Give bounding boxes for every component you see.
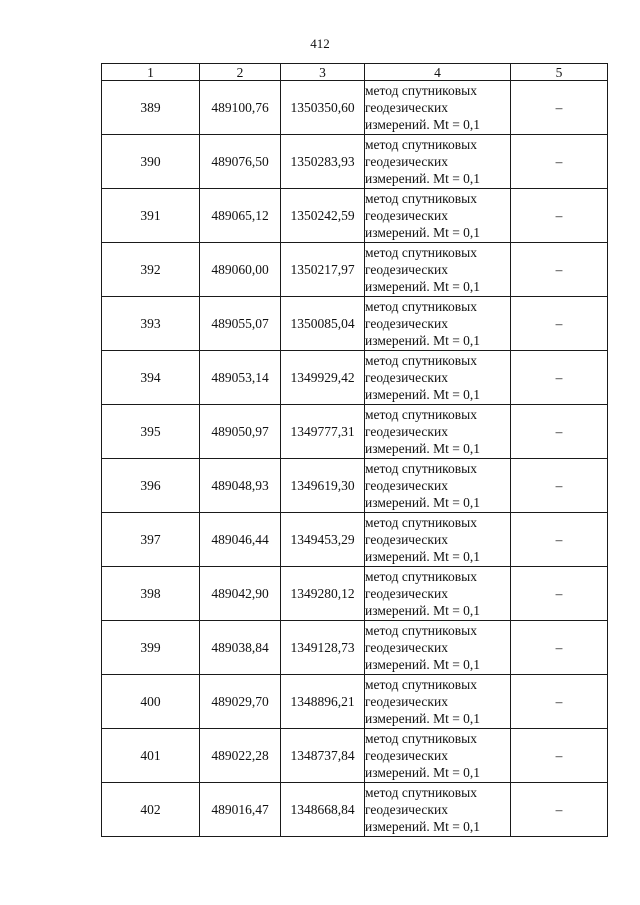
method-description bbox=[365, 621, 511, 675]
method-description bbox=[365, 513, 511, 567]
coordinate-x: 489100,76 bbox=[200, 81, 281, 135]
table-row bbox=[102, 297, 608, 351]
method-line-3: измерений. Mt = 0,1 bbox=[365, 711, 481, 726]
method-description bbox=[365, 243, 511, 297]
column-5-value: – bbox=[511, 81, 608, 135]
coordinate-y: 1350350,60 bbox=[281, 81, 365, 135]
table-row bbox=[102, 675, 608, 729]
column-5-value: – bbox=[511, 621, 608, 675]
method-line-1: метод спутниковых bbox=[365, 623, 477, 638]
method-description bbox=[365, 351, 511, 405]
table-row bbox=[102, 189, 608, 243]
column-header-5: 5 bbox=[511, 64, 608, 81]
method-description bbox=[365, 783, 511, 837]
method-description bbox=[365, 135, 511, 189]
method-line-1: метод спутниковых bbox=[365, 407, 477, 422]
method-line-3: измерений. Mt = 0,1 bbox=[365, 387, 481, 402]
point-number: 393 bbox=[102, 297, 200, 351]
coordinate-y: 1349280,12 bbox=[281, 567, 365, 621]
point-number: 390 bbox=[102, 135, 200, 189]
method-line-1: метод спутниковых bbox=[365, 353, 477, 368]
method-line-3: измерений. Mt = 0,1 bbox=[365, 225, 481, 240]
column-5-value: – bbox=[511, 513, 608, 567]
column-5-value: – bbox=[511, 243, 608, 297]
coordinate-y: 1348737,84 bbox=[281, 729, 365, 783]
coordinate-x: 489055,07 bbox=[200, 297, 281, 351]
coordinate-x: 489065,12 bbox=[200, 189, 281, 243]
coordinate-x: 489053,14 bbox=[200, 351, 281, 405]
method-line-3: измерений. Mt = 0,1 bbox=[365, 765, 481, 780]
point-number: 396 bbox=[102, 459, 200, 513]
column-header-2: 2 bbox=[200, 64, 281, 81]
coordinate-y: 1349619,30 bbox=[281, 459, 365, 513]
point-number: 395 bbox=[102, 405, 200, 459]
column-5-value: – bbox=[511, 405, 608, 459]
coordinate-y: 1349929,42 bbox=[281, 351, 365, 405]
table-row bbox=[102, 729, 608, 783]
table-row bbox=[102, 621, 608, 675]
coordinate-y: 1350085,04 bbox=[281, 297, 365, 351]
coordinate-x: 489060,00 bbox=[200, 243, 281, 297]
coordinate-x: 489022,28 bbox=[200, 729, 281, 783]
method-line-1: метод спутниковых bbox=[365, 569, 477, 584]
method-line-1: метод спутниковых bbox=[365, 299, 477, 314]
coordinate-x: 489042,90 bbox=[200, 567, 281, 621]
method-line-3: измерений. Mt = 0,1 bbox=[365, 657, 481, 672]
method-description bbox=[365, 675, 511, 729]
table-row bbox=[102, 513, 608, 567]
table-row bbox=[102, 243, 608, 297]
coordinate-x: 489050,97 bbox=[200, 405, 281, 459]
column-header-4: 4 bbox=[365, 64, 511, 81]
method-line-2: геодезических bbox=[365, 586, 448, 601]
table-row bbox=[102, 459, 608, 513]
method-line-2: геодезических bbox=[365, 424, 448, 439]
column-5-value: – bbox=[511, 675, 608, 729]
table-row bbox=[102, 351, 608, 405]
column-5-value: – bbox=[511, 459, 608, 513]
method-line-3: измерений. Mt = 0,1 bbox=[365, 333, 481, 348]
method-line-1: метод спутниковых bbox=[365, 677, 477, 692]
method-line-1: метод спутниковых bbox=[365, 515, 477, 530]
column-5-value: – bbox=[511, 189, 608, 243]
point-number: 400 bbox=[102, 675, 200, 729]
method-line-2: геодезических bbox=[365, 694, 448, 709]
point-number: 397 bbox=[102, 513, 200, 567]
coordinate-y: 1348896,21 bbox=[281, 675, 365, 729]
method-description bbox=[365, 567, 511, 621]
point-number: 394 bbox=[102, 351, 200, 405]
method-line-3: измерений. Mt = 0,1 bbox=[365, 819, 481, 834]
coordinate-y: 1349453,29 bbox=[281, 513, 365, 567]
method-line-2: геодезических bbox=[365, 100, 448, 115]
method-description bbox=[365, 405, 511, 459]
method-line-2: геодезических bbox=[365, 532, 448, 547]
method-line-2: геодезических bbox=[365, 154, 448, 169]
point-number: 391 bbox=[102, 189, 200, 243]
table-row bbox=[102, 81, 608, 135]
method-line-3: измерений. Mt = 0,1 bbox=[365, 279, 481, 294]
coordinate-x: 489029,70 bbox=[200, 675, 281, 729]
table-row bbox=[102, 567, 608, 621]
header-row bbox=[102, 64, 608, 81]
column-5-value: – bbox=[511, 729, 608, 783]
method-line-2: геодезических bbox=[365, 208, 448, 223]
method-description bbox=[365, 189, 511, 243]
method-line-2: геодезических bbox=[365, 478, 448, 493]
method-line-2: геодезических bbox=[365, 640, 448, 655]
column-5-value: – bbox=[511, 567, 608, 621]
coordinate-y: 1350283,93 bbox=[281, 135, 365, 189]
method-line-2: геодезических bbox=[365, 802, 448, 817]
method-line-3: измерений. Mt = 0,1 bbox=[365, 171, 481, 186]
method-line-1: метод спутниковых bbox=[365, 785, 477, 800]
column-5-value: – bbox=[511, 297, 608, 351]
point-number: 399 bbox=[102, 621, 200, 675]
method-line-2: геодезических bbox=[365, 370, 448, 385]
table-header bbox=[102, 64, 608, 81]
coordinate-x: 489038,84 bbox=[200, 621, 281, 675]
method-line-3: измерений. Mt = 0,1 bbox=[365, 495, 481, 510]
point-number: 398 bbox=[102, 567, 200, 621]
method-line-2: геодезических bbox=[365, 316, 448, 331]
method-description bbox=[365, 459, 511, 513]
method-description bbox=[365, 729, 511, 783]
column-5-value: – bbox=[511, 351, 608, 405]
method-line-1: метод спутниковых bbox=[365, 137, 477, 152]
point-number: 402 bbox=[102, 783, 200, 837]
column-5-value: – bbox=[511, 135, 608, 189]
method-line-3: измерений. Mt = 0,1 bbox=[365, 117, 481, 132]
method-line-2: геодезических bbox=[365, 262, 448, 277]
method-description bbox=[365, 81, 511, 135]
method-line-2: геодезических bbox=[365, 748, 448, 763]
page-number: 412 bbox=[310, 36, 330, 51]
method-line-1: метод спутниковых bbox=[365, 731, 477, 746]
table-body bbox=[102, 81, 608, 837]
method-line-3: измерений. Mt = 0,1 bbox=[365, 549, 481, 564]
coordinate-y: 1350242,59 bbox=[281, 189, 365, 243]
method-line-3: измерений. Mt = 0,1 bbox=[365, 603, 481, 618]
coordinate-x: 489016,47 bbox=[200, 783, 281, 837]
coordinate-y: 1349128,73 bbox=[281, 621, 365, 675]
point-number: 389 bbox=[102, 81, 200, 135]
method-line-3: измерений. Mt = 0,1 bbox=[365, 441, 481, 456]
column-header-3: 3 bbox=[281, 64, 365, 81]
coordinate-y: 1348668,84 bbox=[281, 783, 365, 837]
method-line-1: метод спутниковых bbox=[365, 461, 477, 476]
coordinate-y: 1350217,97 bbox=[281, 243, 365, 297]
point-number: 392 bbox=[102, 243, 200, 297]
coordinate-x: 489048,93 bbox=[200, 459, 281, 513]
point-number: 401 bbox=[102, 729, 200, 783]
coordinate-x: 489076,50 bbox=[200, 135, 281, 189]
method-description bbox=[365, 297, 511, 351]
method-line-1: метод спутниковых bbox=[365, 83, 477, 98]
column-5-value: – bbox=[511, 783, 608, 837]
table-row bbox=[102, 783, 608, 837]
coordinates-table bbox=[101, 63, 608, 837]
column-header-1: 1 bbox=[102, 64, 200, 81]
table-row bbox=[102, 135, 608, 189]
method-line-1: метод спутниковых bbox=[365, 191, 477, 206]
table-row bbox=[102, 405, 608, 459]
method-line-1: метод спутниковых bbox=[365, 245, 477, 260]
coordinate-y: 1349777,31 bbox=[281, 405, 365, 459]
coordinate-x: 489046,44 bbox=[200, 513, 281, 567]
